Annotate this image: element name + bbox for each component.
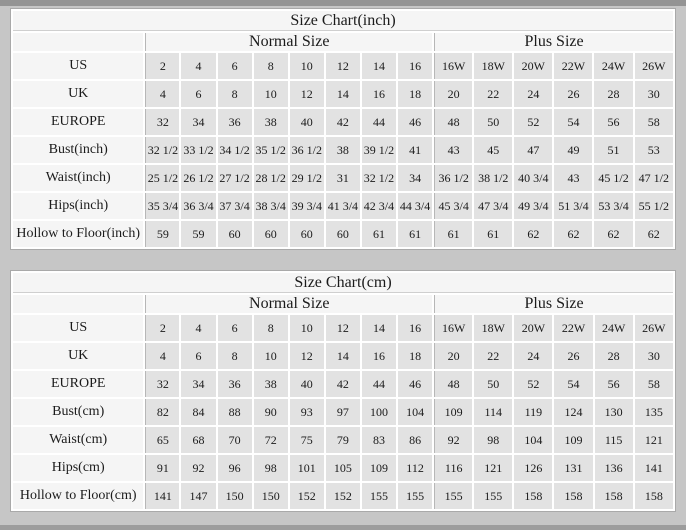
size-cell: 16 xyxy=(398,315,432,341)
size-cell: 26 xyxy=(554,81,592,107)
size-cell: 36 xyxy=(218,371,252,397)
group-header-row xyxy=(13,295,673,313)
size-cell: 8 xyxy=(218,81,252,107)
row-label: UK xyxy=(13,343,143,369)
size-cell: 155 xyxy=(474,483,512,509)
size-cell: 18W xyxy=(474,53,512,79)
size-cell: 75 xyxy=(290,427,324,453)
row-label: EUROPE xyxy=(13,109,143,135)
size-cell: 62 xyxy=(514,221,552,247)
size-cell: 45 xyxy=(474,137,512,163)
table-row xyxy=(13,455,673,481)
row-label: US xyxy=(13,53,143,79)
size-cell: 42 xyxy=(326,109,360,135)
size-cell: 22 xyxy=(474,343,512,369)
size-cell: 152 xyxy=(290,483,324,509)
size-cell: 8 xyxy=(254,315,288,341)
size-cell: 4 xyxy=(181,53,215,79)
size-cell: 40 xyxy=(290,371,324,397)
size-cell: 10 xyxy=(290,315,324,341)
table-row xyxy=(13,81,673,107)
size-cell: 135 xyxy=(635,399,673,425)
size-cell: 30 xyxy=(635,343,673,369)
size-cell: 72 xyxy=(254,427,288,453)
size-cell: 38 xyxy=(326,137,360,163)
size-cell: 98 xyxy=(474,427,512,453)
size-cell: 79 xyxy=(326,427,360,453)
size-cell: 32 1/2 xyxy=(362,165,396,191)
size-cell: 43 xyxy=(554,165,592,191)
size-cell: 98 xyxy=(254,455,288,481)
size-cell: 105 xyxy=(326,455,360,481)
size-cell: 60 xyxy=(218,221,252,247)
size-cell: 12 xyxy=(326,315,360,341)
table-title: Size Chart(cm) xyxy=(13,273,673,293)
size-cell: 83 xyxy=(362,427,396,453)
size-chart-table-inch xyxy=(10,8,676,250)
row-label: Bust(inch) xyxy=(13,137,143,163)
size-cell: 60 xyxy=(326,221,360,247)
size-cell: 60 xyxy=(290,221,324,247)
size-cell: 158 xyxy=(595,483,633,509)
size-cell: 38 1/2 xyxy=(474,165,512,191)
size-cell: 8 xyxy=(254,53,288,79)
size-cell: 34 1/2 xyxy=(218,137,252,163)
size-cell: 39 3/4 xyxy=(290,193,324,219)
size-cell: 70 xyxy=(218,427,252,453)
size-cell: 86 xyxy=(398,427,432,453)
size-cell: 18W xyxy=(474,315,512,341)
size-cell: 56 xyxy=(594,109,632,135)
row-label: Hips(inch) xyxy=(13,193,143,219)
size-cell: 59 xyxy=(181,221,215,247)
size-cell: 14 xyxy=(326,343,360,369)
size-cell: 22W xyxy=(554,315,592,341)
size-cell: 147 xyxy=(181,483,215,509)
size-cell: 116 xyxy=(434,455,472,481)
size-cell: 60 xyxy=(254,221,288,247)
size-cell: 150 xyxy=(254,483,288,509)
size-cell: 104 xyxy=(398,399,432,425)
size-cell: 47 3/4 xyxy=(474,193,512,219)
size-cell: 91 xyxy=(145,455,179,481)
size-cell: 28 1/2 xyxy=(254,165,288,191)
size-cell: 4 xyxy=(181,315,215,341)
size-cell: 104 xyxy=(514,427,552,453)
size-cell: 59 xyxy=(145,221,179,247)
table-row xyxy=(13,137,673,163)
size-chart-table-cm xyxy=(10,270,676,512)
size-cell: 47 xyxy=(514,137,552,163)
title-row xyxy=(13,11,673,31)
size-cell: 6 xyxy=(181,343,215,369)
size-cell: 130 xyxy=(595,399,633,425)
title-row xyxy=(13,273,673,293)
size-cell: 55 1/2 xyxy=(635,193,673,219)
size-cell: 62 xyxy=(594,221,632,247)
size-cell: 41 3/4 xyxy=(326,193,360,219)
size-cell: 52 xyxy=(514,371,552,397)
size-cell: 36 1/2 xyxy=(434,165,472,191)
size-cell: 141 xyxy=(635,455,673,481)
size-cell: 61 xyxy=(362,221,396,247)
size-cell: 119 xyxy=(514,399,552,425)
size-cell: 43 xyxy=(434,137,472,163)
size-cell: 14 xyxy=(362,53,396,79)
size-cell: 20W xyxy=(514,53,552,79)
size-cell: 48 xyxy=(434,371,472,397)
size-cell: 61 xyxy=(474,221,512,247)
size-cell: 10 xyxy=(254,81,288,107)
size-cell: 26W xyxy=(635,53,673,79)
size-cell: 24W xyxy=(594,53,632,79)
size-cell: 109 xyxy=(362,455,396,481)
size-cell: 12 xyxy=(290,343,324,369)
size-cell: 28 xyxy=(594,81,632,107)
size-cell: 14 xyxy=(326,81,360,107)
size-cell: 97 xyxy=(326,399,360,425)
row-label: Waist(cm) xyxy=(13,427,143,453)
size-cell: 24W xyxy=(595,315,633,341)
size-cell: 32 xyxy=(145,109,179,135)
table-row xyxy=(13,221,673,247)
size-cell: 26 1/2 xyxy=(181,165,215,191)
size-cell: 92 xyxy=(434,427,472,453)
size-cell: 39 1/2 xyxy=(362,137,396,163)
size-cell: 115 xyxy=(595,427,633,453)
size-cell: 109 xyxy=(434,399,472,425)
size-cell: 35 1/2 xyxy=(254,137,288,163)
size-cell: 16W xyxy=(434,53,472,79)
bottom-edge xyxy=(0,525,686,530)
size-cell: 62 xyxy=(554,221,592,247)
size-cell: 141 xyxy=(145,483,179,509)
size-cell: 155 xyxy=(362,483,396,509)
size-cell: 10 xyxy=(254,343,288,369)
size-cell: 54 xyxy=(554,109,592,135)
top-edge xyxy=(0,0,686,6)
size-cell: 158 xyxy=(514,483,552,509)
row-label: Hips(cm) xyxy=(13,455,143,481)
size-cell: 35 3/4 xyxy=(145,193,179,219)
size-cell: 38 xyxy=(254,371,288,397)
size-cell: 36 3/4 xyxy=(181,193,215,219)
size-cell: 50 xyxy=(474,109,512,135)
size-cell: 30 xyxy=(635,81,673,107)
size-cell: 158 xyxy=(635,483,673,509)
table-row xyxy=(13,315,673,341)
size-cell: 121 xyxy=(474,455,512,481)
corner-cell xyxy=(13,295,143,313)
size-cell: 18 xyxy=(398,81,432,107)
group-header-normal-size: Normal Size xyxy=(145,33,432,51)
size-cell: 16 xyxy=(362,343,396,369)
size-cell: 54 xyxy=(554,371,592,397)
table-row xyxy=(13,109,673,135)
size-cell: 84 xyxy=(181,399,215,425)
size-cell: 20 xyxy=(434,81,472,107)
size-cell: 12 xyxy=(290,81,324,107)
size-cell: 20 xyxy=(434,343,472,369)
size-cell: 68 xyxy=(181,427,215,453)
size-cell: 12 xyxy=(326,53,360,79)
table-row xyxy=(13,343,673,369)
size-cell: 47 1/2 xyxy=(635,165,673,191)
size-cell: 33 1/2 xyxy=(181,137,215,163)
size-cell: 46 xyxy=(398,109,432,135)
size-cell: 8 xyxy=(218,343,252,369)
size-charts-container xyxy=(10,8,676,512)
size-cell: 44 xyxy=(362,109,396,135)
size-cell: 37 3/4 xyxy=(218,193,252,219)
size-cell: 45 1/2 xyxy=(594,165,632,191)
size-cell: 150 xyxy=(218,483,252,509)
size-cell: 6 xyxy=(218,53,252,79)
size-cell: 16 xyxy=(398,53,432,79)
size-cell: 96 xyxy=(218,455,252,481)
size-cell: 100 xyxy=(362,399,396,425)
size-cell: 26 xyxy=(554,343,592,369)
size-cell: 38 3/4 xyxy=(254,193,288,219)
size-cell: 24 xyxy=(514,343,552,369)
table-row xyxy=(13,371,673,397)
size-cell: 112 xyxy=(398,455,432,481)
size-cell: 155 xyxy=(398,483,432,509)
size-cell: 45 3/4 xyxy=(434,193,472,219)
size-cell: 51 xyxy=(594,137,632,163)
size-cell: 49 xyxy=(554,137,592,163)
size-cell: 88 xyxy=(218,399,252,425)
row-label: Bust(cm) xyxy=(13,399,143,425)
size-cell: 51 3/4 xyxy=(554,193,592,219)
row-label: Hollow to Floor(cm) xyxy=(13,483,143,509)
size-cell: 32 1/2 xyxy=(145,137,179,163)
size-cell: 65 xyxy=(145,427,179,453)
size-cell: 40 xyxy=(290,109,324,135)
size-cell: 36 1/2 xyxy=(290,137,324,163)
size-cell: 58 xyxy=(635,371,673,397)
size-cell: 114 xyxy=(474,399,512,425)
size-cell: 38 xyxy=(254,109,288,135)
size-cell: 62 xyxy=(635,221,673,247)
size-cell: 158 xyxy=(554,483,592,509)
size-cell: 52 xyxy=(514,109,552,135)
size-cell: 25 1/2 xyxy=(145,165,179,191)
size-cell: 14 xyxy=(362,315,396,341)
size-cell: 10 xyxy=(290,53,324,79)
table-row xyxy=(13,53,673,79)
size-cell: 155 xyxy=(434,483,472,509)
size-cell: 121 xyxy=(635,427,673,453)
size-cell: 42 3/4 xyxy=(362,193,396,219)
size-cell: 16 xyxy=(362,81,396,107)
size-cell: 44 3/4 xyxy=(398,193,432,219)
group-header-plus-size: Plus Size xyxy=(434,295,673,313)
size-cell: 24 xyxy=(514,81,552,107)
size-cell: 34 xyxy=(181,371,215,397)
size-cell: 49 3/4 xyxy=(514,193,552,219)
size-cell: 20W xyxy=(514,315,552,341)
size-cell: 22 xyxy=(474,81,512,107)
row-label: EUROPE xyxy=(13,371,143,397)
size-cell: 4 xyxy=(145,343,179,369)
size-cell: 40 3/4 xyxy=(514,165,552,191)
size-cell: 44 xyxy=(362,371,396,397)
size-cell: 27 1/2 xyxy=(218,165,252,191)
size-cell: 34 xyxy=(398,165,432,191)
size-cell: 152 xyxy=(326,483,360,509)
size-cell: 34 xyxy=(181,109,215,135)
group-header-normal-size: Normal Size xyxy=(145,295,432,313)
size-cell: 50 xyxy=(474,371,512,397)
size-cell: 29 1/2 xyxy=(290,165,324,191)
size-cell: 6 xyxy=(218,315,252,341)
size-cell: 48 xyxy=(434,109,472,135)
size-cell: 42 xyxy=(326,371,360,397)
group-header-plus-size: Plus Size xyxy=(434,33,673,51)
size-cell: 36 xyxy=(218,109,252,135)
size-cell: 82 xyxy=(145,399,179,425)
row-label: US xyxy=(13,315,143,341)
size-cell: 2 xyxy=(145,315,179,341)
size-cell: 124 xyxy=(554,399,592,425)
size-cell: 93 xyxy=(290,399,324,425)
size-cell: 2 xyxy=(145,53,179,79)
size-cell: 90 xyxy=(254,399,288,425)
group-header-row xyxy=(13,33,673,51)
size-cell: 56 xyxy=(595,371,633,397)
row-label: Waist(inch) xyxy=(13,165,143,191)
size-cell: 101 xyxy=(290,455,324,481)
table-row xyxy=(13,399,673,425)
size-cell: 32 xyxy=(145,371,179,397)
size-cell: 22W xyxy=(554,53,592,79)
size-cell: 61 xyxy=(398,221,432,247)
size-cell: 58 xyxy=(635,109,673,135)
table-row xyxy=(13,165,673,191)
size-cell: 109 xyxy=(554,427,592,453)
size-cell: 18 xyxy=(398,343,432,369)
size-cell: 31 xyxy=(326,165,360,191)
size-cell: 26W xyxy=(635,315,673,341)
size-cell: 136 xyxy=(595,455,633,481)
size-cell: 61 xyxy=(434,221,472,247)
table-row xyxy=(13,193,673,219)
table-row xyxy=(13,483,673,509)
size-cell: 92 xyxy=(181,455,215,481)
size-cell: 16W xyxy=(434,315,472,341)
size-cell: 46 xyxy=(398,371,432,397)
size-cell: 4 xyxy=(145,81,179,107)
size-cell: 131 xyxy=(554,455,592,481)
row-label: Hollow to Floor(inch) xyxy=(13,221,143,247)
table-row xyxy=(13,427,673,453)
table-title: Size Chart(inch) xyxy=(13,11,673,31)
size-cell: 53 xyxy=(635,137,673,163)
size-cell: 28 xyxy=(595,343,633,369)
size-cell: 126 xyxy=(514,455,552,481)
corner-cell xyxy=(13,33,143,51)
size-cell: 6 xyxy=(181,81,215,107)
size-cell: 53 3/4 xyxy=(594,193,632,219)
row-label: UK xyxy=(13,81,143,107)
size-cell: 41 xyxy=(398,137,432,163)
